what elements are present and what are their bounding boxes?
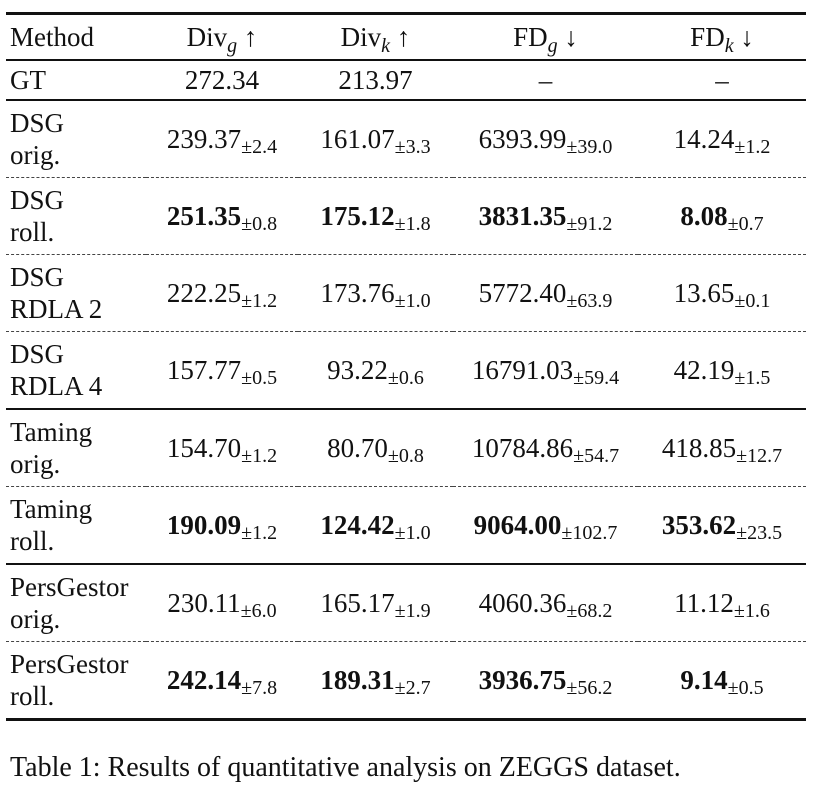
metric-std: ±54.7 xyxy=(573,444,620,467)
metric-cell xyxy=(146,332,298,410)
metric-std: ±91.2 xyxy=(566,212,613,235)
metric-cell xyxy=(146,409,298,487)
metric-value: 353.62 xyxy=(661,509,737,540)
metric-cell xyxy=(298,332,453,410)
metric-value: 190.09 xyxy=(166,509,242,540)
metric-std: ±2.4 xyxy=(241,135,278,158)
metric-value: 9064.00 xyxy=(473,509,562,540)
header-fd-k-base: FD xyxy=(690,21,725,52)
metric-value: 173.76 xyxy=(320,277,395,308)
metric-value: 11.12 xyxy=(674,587,734,618)
metric-std: ±0.7 xyxy=(727,212,764,235)
metric-cell xyxy=(453,178,638,255)
metric-std: ±3.3 xyxy=(394,135,431,158)
results-table-container xyxy=(6,12,806,721)
gt-label: GT xyxy=(10,65,46,95)
table-header xyxy=(6,14,806,61)
metric-value: 16791.03 xyxy=(471,354,574,385)
metric-value: 124.42 xyxy=(320,509,395,540)
metric-value: 154.70 xyxy=(166,432,242,463)
metric-value: 6393.99 xyxy=(478,123,567,154)
metric-cell xyxy=(638,487,806,565)
metric-cell xyxy=(638,255,806,332)
metric-value: 4060.36 xyxy=(478,587,567,618)
method-cell xyxy=(6,409,146,487)
metric-cell xyxy=(146,642,298,720)
metric-std: ±0.6 xyxy=(387,366,424,389)
metric-std: ±1.0 xyxy=(394,521,431,544)
metric-cell xyxy=(453,255,638,332)
table-row xyxy=(6,564,806,642)
metric-std: ±0.5 xyxy=(241,366,278,389)
metric-cell xyxy=(453,409,638,487)
method-cell xyxy=(6,642,146,720)
metric-cell xyxy=(146,178,298,255)
metric-cell xyxy=(298,178,453,255)
method-line: DSG xyxy=(10,262,65,292)
metric-std: ±0.1 xyxy=(734,289,771,312)
results-table xyxy=(6,12,806,721)
metric-value: 5772.40 xyxy=(478,277,567,308)
metric-value: 230.11 xyxy=(167,587,241,618)
method-line: roll. xyxy=(10,217,55,247)
gt-div-g: 272.34 xyxy=(184,64,260,95)
metric-cell xyxy=(298,642,453,720)
method-line: DSG xyxy=(10,185,65,215)
metric-std: ±1.2 xyxy=(241,521,278,544)
metric-std: ±12.7 xyxy=(736,444,783,467)
table-row xyxy=(6,642,806,720)
header-div-g-sub: g xyxy=(227,34,238,57)
header-fd-k xyxy=(638,14,806,61)
metric-cell xyxy=(638,642,806,720)
metric-cell xyxy=(453,332,638,410)
metric-value: 242.14 xyxy=(166,664,242,695)
metric-cell xyxy=(298,255,453,332)
method-line: roll. xyxy=(10,681,55,711)
metric-std: ±39.0 xyxy=(566,135,613,158)
metric-cell xyxy=(453,564,638,642)
table-caption: Table 1: Results of quantitative analysis on ZEGGS dataset. xyxy=(10,752,681,783)
metric-cell xyxy=(298,564,453,642)
metric-std: ±1.5 xyxy=(734,366,771,389)
metric-value: 251.35 xyxy=(166,200,242,231)
method-cell xyxy=(6,564,146,642)
metric-value: 189.31 xyxy=(320,664,395,695)
method-line: DSG xyxy=(10,108,65,138)
metric-cell xyxy=(146,564,298,642)
method-line: roll. xyxy=(10,526,55,556)
metric-std: ±1.9 xyxy=(394,599,431,622)
metric-std: ±1.8 xyxy=(394,212,431,235)
down-arrow-icon: ↓ xyxy=(564,21,578,52)
metric-std: ±59.4 xyxy=(573,366,620,389)
metric-cell xyxy=(453,100,638,178)
method-line: RDLA 4 xyxy=(10,371,103,401)
header-fd-g xyxy=(453,14,638,61)
gt-div-k: 213.97 xyxy=(338,64,413,95)
gt-row xyxy=(6,60,806,100)
metric-std: ±1.2 xyxy=(734,135,771,158)
metric-value: 8.08 xyxy=(680,200,728,231)
metric-cell xyxy=(146,100,298,178)
table-row xyxy=(6,100,806,178)
gt-fd-g: – xyxy=(538,64,553,95)
metric-std: ±1.2 xyxy=(241,289,278,312)
metric-std: ±6.0 xyxy=(240,599,277,622)
metric-value: 165.17 xyxy=(320,587,395,618)
header-div-g-base: Div xyxy=(186,21,228,52)
metric-std: ±0.5 xyxy=(727,676,764,699)
metric-cell xyxy=(638,409,806,487)
down-arrow-icon: ↓ xyxy=(740,21,754,52)
header-fd-g-sub: g xyxy=(547,34,558,57)
metric-value: 3936.75 xyxy=(478,664,567,695)
method-line: Taming xyxy=(10,494,93,524)
metric-value: 175.12 xyxy=(320,200,395,231)
method-cell xyxy=(6,178,146,255)
method-line: orig. xyxy=(10,140,61,170)
metric-cell xyxy=(298,409,453,487)
method-line: PersGestor xyxy=(10,572,129,602)
metric-cell xyxy=(298,487,453,565)
metric-value: 13.65 xyxy=(673,277,735,308)
metric-cell xyxy=(453,642,638,720)
method-line: Taming xyxy=(10,417,93,447)
metric-std: ±1.0 xyxy=(394,289,431,312)
metric-value: 418.85 xyxy=(661,432,737,463)
method-line: orig. xyxy=(10,604,61,634)
table-row xyxy=(6,255,806,332)
metric-cell xyxy=(146,255,298,332)
header-fd-k-sub: k xyxy=(724,34,734,57)
header-div-g xyxy=(146,14,298,61)
metric-value: 239.37 xyxy=(166,123,242,154)
metric-value: 161.07 xyxy=(320,123,395,154)
metric-value: 222.25 xyxy=(166,277,242,308)
method-line: orig. xyxy=(10,449,61,479)
metric-std: ±7.8 xyxy=(241,676,278,699)
metric-std: ±1.6 xyxy=(733,599,770,622)
gt-fd-k: – xyxy=(715,64,729,95)
method-line: RDLA 2 xyxy=(10,294,103,324)
metric-std: ±2.7 xyxy=(394,676,431,699)
table-row xyxy=(6,409,806,487)
metric-std: ±23.5 xyxy=(736,521,783,544)
metric-cell xyxy=(453,487,638,565)
header-div-k-base: Div xyxy=(340,21,382,52)
metric-std: ±0.8 xyxy=(387,444,424,467)
metric-std: ±56.2 xyxy=(566,676,613,699)
table-row xyxy=(6,178,806,255)
method-line: DSG xyxy=(10,339,65,369)
table-row xyxy=(6,332,806,410)
metric-cell xyxy=(638,332,806,410)
metric-value: 3831.35 xyxy=(478,200,567,231)
metric-value: 93.22 xyxy=(327,354,388,385)
metric-value: 9.14 xyxy=(680,664,728,695)
metric-std: ±1.2 xyxy=(241,444,278,467)
metric-value: 10784.86 xyxy=(471,432,574,463)
metric-std: ±0.8 xyxy=(241,212,278,235)
metric-cell xyxy=(146,487,298,565)
metric-cell xyxy=(638,564,806,642)
metric-cell xyxy=(638,100,806,178)
up-arrow-icon: ↑ xyxy=(243,21,258,52)
header-fd-g-base: FD xyxy=(513,21,548,52)
header-div-k xyxy=(298,14,453,61)
method-cell xyxy=(6,332,146,410)
method-line: PersGestor xyxy=(10,649,129,679)
table-row xyxy=(6,487,806,565)
metric-cell xyxy=(638,178,806,255)
header-div-k-sub: k xyxy=(381,34,391,57)
header-row xyxy=(6,14,806,61)
method-cell xyxy=(6,255,146,332)
metric-value: 157.77 xyxy=(166,354,242,385)
metric-std: ±68.2 xyxy=(566,599,613,622)
method-cell xyxy=(6,487,146,565)
metric-value: 14.24 xyxy=(673,123,735,154)
table-body xyxy=(6,60,806,720)
metric-std: ±102.7 xyxy=(561,521,618,544)
header-method: Method xyxy=(10,21,94,52)
method-cell xyxy=(6,100,146,178)
metric-cell xyxy=(298,100,453,178)
metric-std: ±63.9 xyxy=(566,289,613,312)
up-arrow-icon: ↑ xyxy=(396,21,411,52)
metric-value: 80.70 xyxy=(327,432,388,463)
metric-value: 42.19 xyxy=(673,354,735,385)
